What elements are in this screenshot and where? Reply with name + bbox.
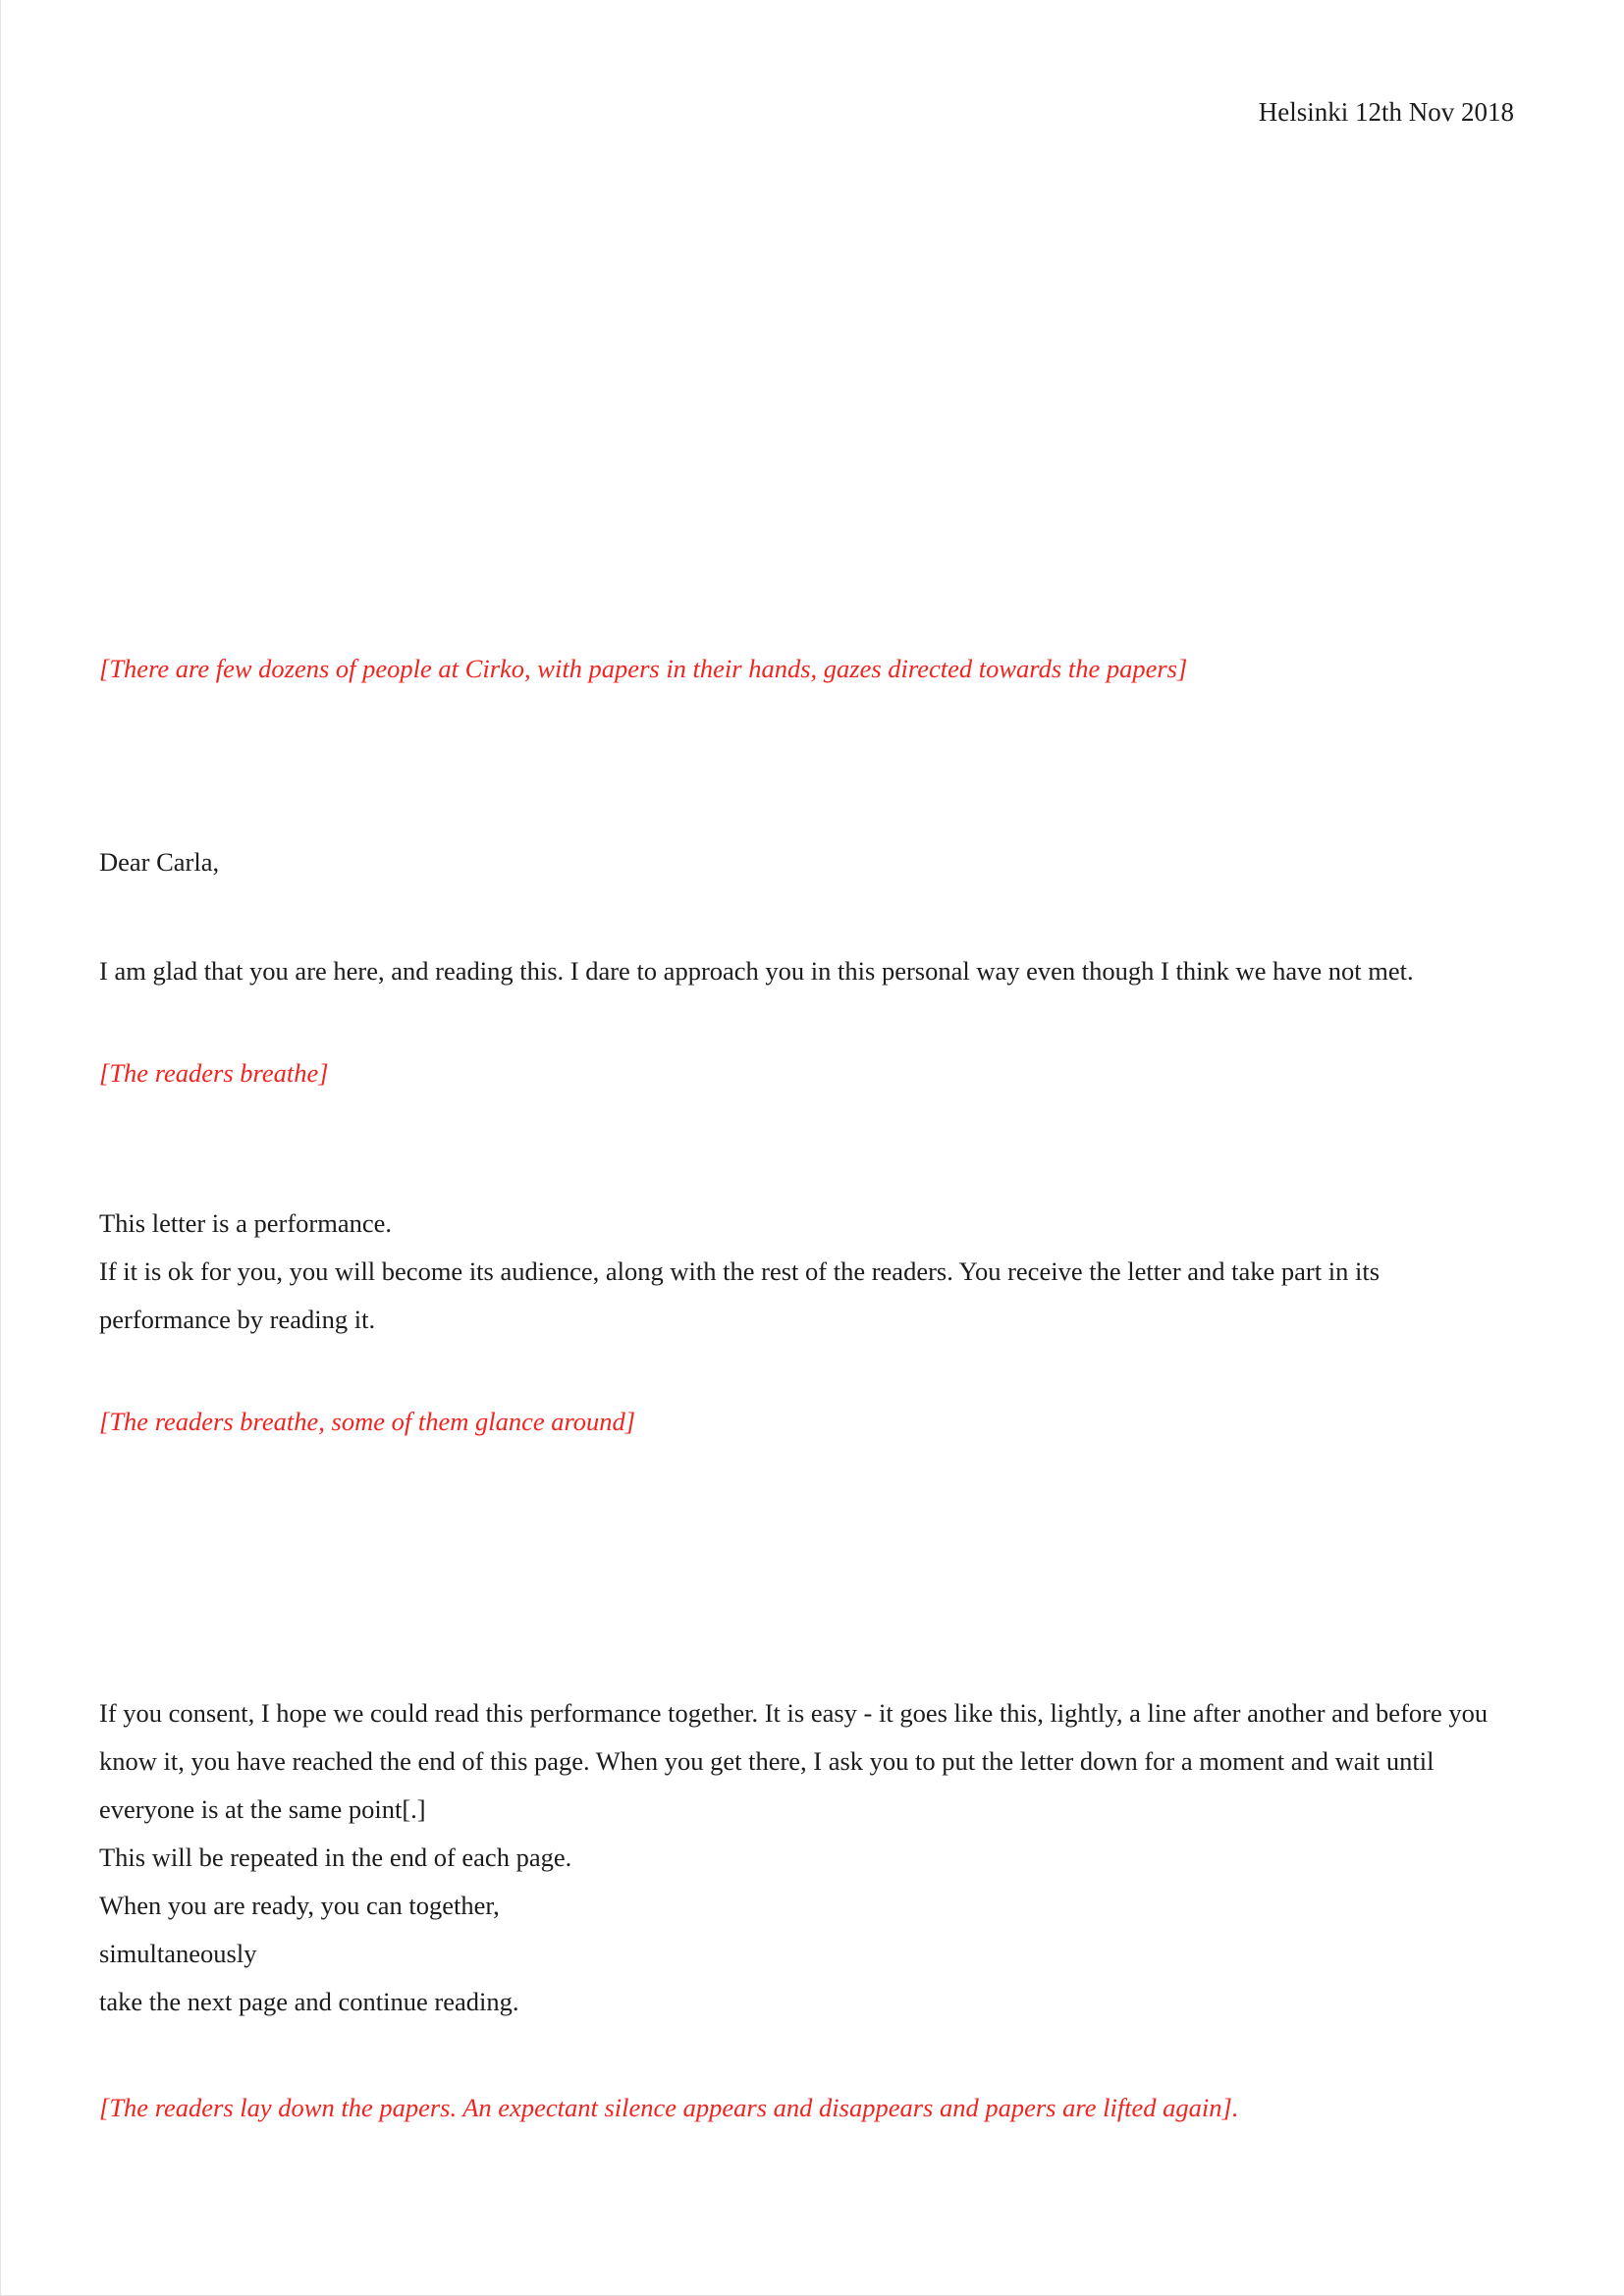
stage-direction-readers-breathe: [The readers breathe] xyxy=(99,1058,329,1088)
paragraph-instructions-line-3: When you are ready, you can together, xyxy=(99,1891,500,1920)
salutation: Dear Carla, xyxy=(99,847,220,877)
paragraph-performance xyxy=(99,1200,1514,1344)
stage-direction-closing: [The readers lay down the papers. An expectant silence appears and disappears and papers are lifted again]. xyxy=(99,2093,1239,2122)
paragraph-instructions-line-2: This will be repeated in the end of each page. xyxy=(99,1842,572,1872)
paragraph-performance-rest: If it is ok for you, you will become its audience, along with the rest of the readers. You receive the letter and take part in its performance by reading it. xyxy=(99,1256,1380,1334)
stage-direction-glance-around: [The readers breathe, some of them glance around] xyxy=(99,1407,636,1436)
paragraph-performance-line-1: This letter is a performance. xyxy=(99,1208,392,1238)
paragraph-instructions-flow: If you consent, I hope we could read this performance together. It is easy - it goes like this, lightly, a line after another and before you know it, you have reached the end of this page. When you get there, I ask you to put the letter down for a moment and wait until everyone is at the same point[.] xyxy=(99,1698,1489,1824)
paragraph-instructions xyxy=(99,1689,1514,2026)
stage-direction-opening: [There are few dozens of people at Cirko, with papers in their hands, gazes directed towards the papers] xyxy=(99,654,1188,683)
paragraph-instructions-line-4: simultaneously xyxy=(99,1939,257,1968)
dateline: Helsinki 12th Nov 2018 xyxy=(1258,97,1514,127)
paragraph-instructions-line-5: take the next page and continue reading. xyxy=(99,1987,519,2016)
paragraph-intro: I am glad that you are here, and reading this. I dare to approach you in this personal way even though I think we have not met. xyxy=(99,956,1414,986)
